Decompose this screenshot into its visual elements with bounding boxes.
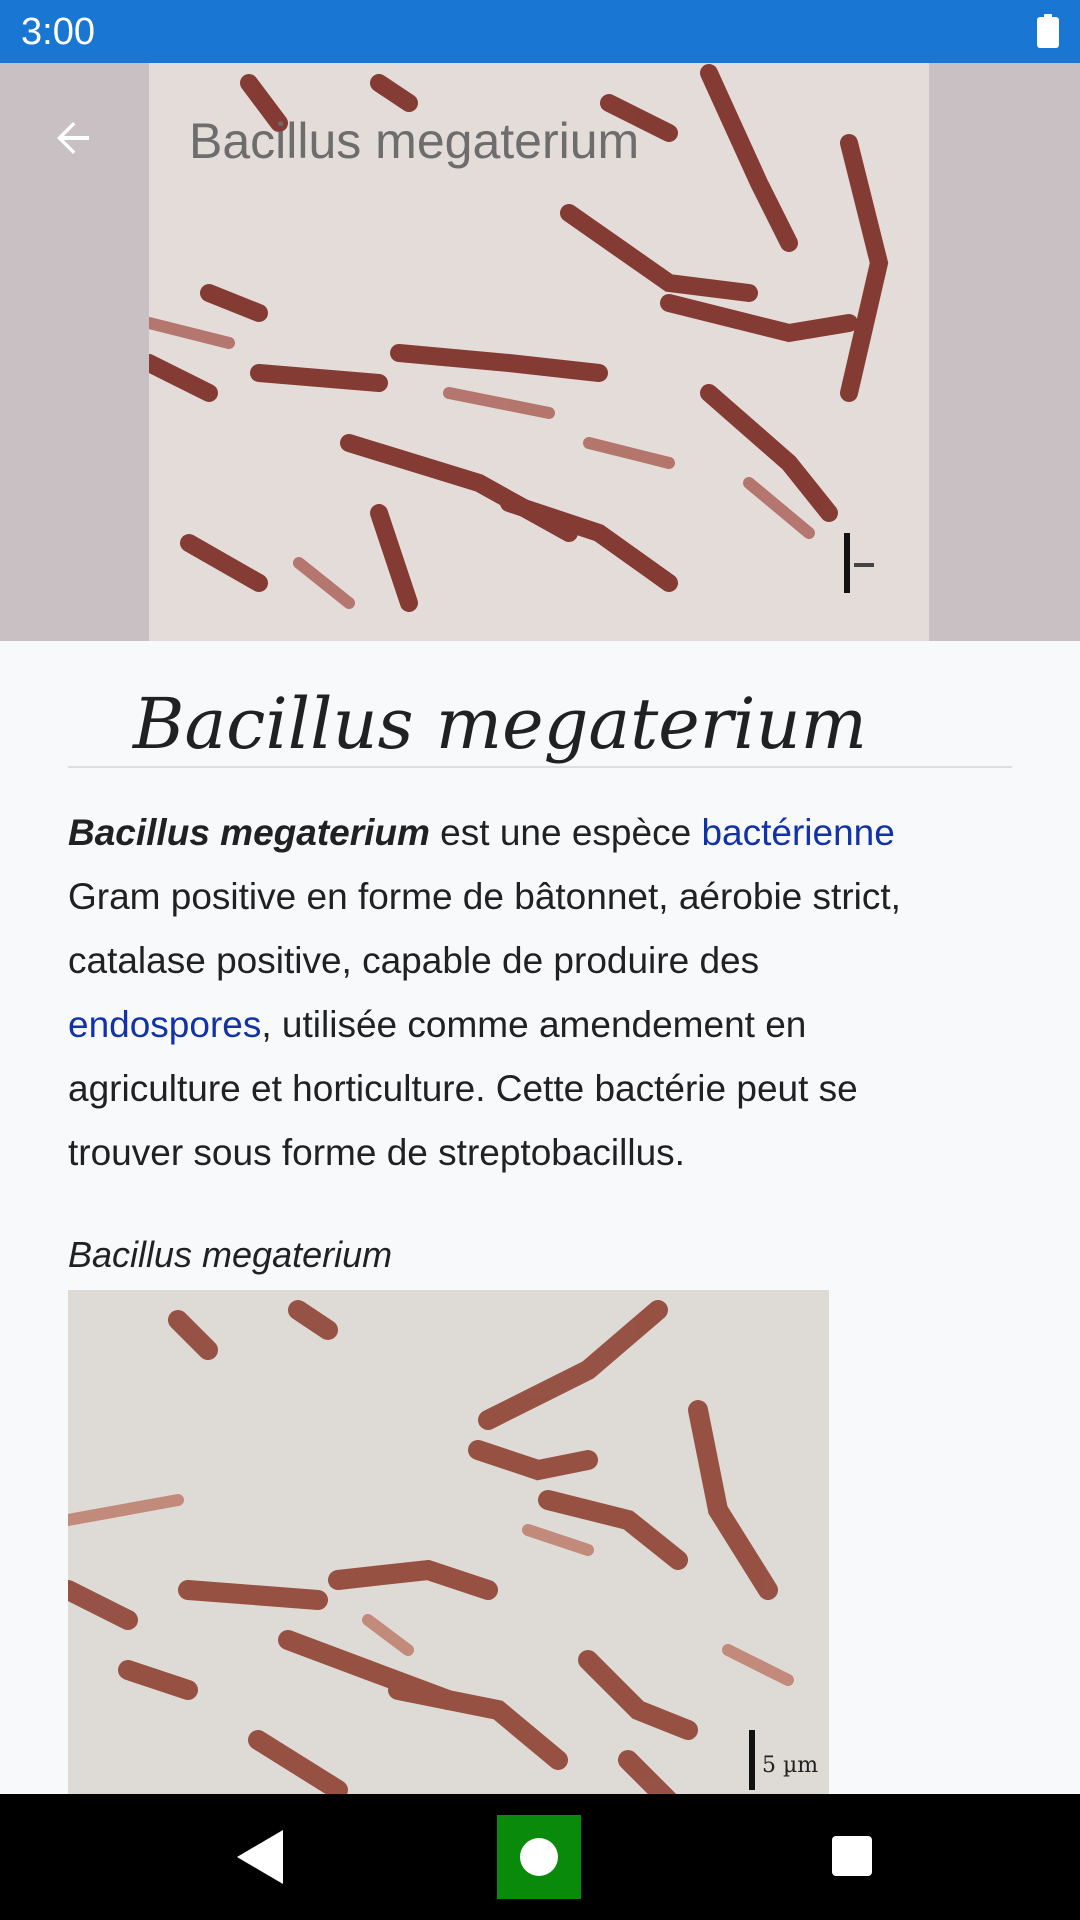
title-divider xyxy=(68,766,1012,768)
arrow-back-icon xyxy=(49,114,97,162)
figure-image[interactable] xyxy=(68,1290,829,1794)
bold-species-name: Bacillus megaterium xyxy=(68,812,430,853)
link-endospores[interactable]: endospores xyxy=(68,1004,262,1045)
paragraph-text: trouver sous forme de streptobacillus. xyxy=(68,1132,685,1173)
triangle-back-icon[interactable] xyxy=(233,1828,289,1886)
article-header xyxy=(0,63,1080,641)
battery-full-icon xyxy=(1037,14,1059,48)
article-content xyxy=(0,641,1080,1794)
status-time: 3:00 xyxy=(21,11,95,53)
circle-home-icon[interactable] xyxy=(497,1815,581,1899)
system-nav-bar xyxy=(0,1794,1080,1920)
paragraph-text: est une espèce xyxy=(429,812,702,853)
scale-label: 5 µm xyxy=(762,1753,819,1778)
paragraph-text: catalase positive, capable de produire des xyxy=(68,940,760,981)
status-bar xyxy=(0,0,1080,63)
paragraph-text: Gram positive en forme de bâtonnet, aérobie strict, xyxy=(68,876,901,917)
paragraph-text: agriculture et horticulture. Cette bactérie peut se xyxy=(68,1068,858,1109)
header-title: Bacillus megaterium xyxy=(189,113,640,169)
square-recents-icon[interactable] xyxy=(832,1836,872,1876)
link-bacterienne[interactable]: bactérienne xyxy=(701,812,895,853)
paragraph-text: , utilisée comme amendement en xyxy=(261,1004,807,1045)
intro-paragraph xyxy=(68,801,1028,1185)
back-button[interactable] xyxy=(40,105,106,171)
article-title: Bacillus megaterium xyxy=(133,683,868,765)
figure-caption: Bacillus megaterium xyxy=(68,1234,393,1275)
